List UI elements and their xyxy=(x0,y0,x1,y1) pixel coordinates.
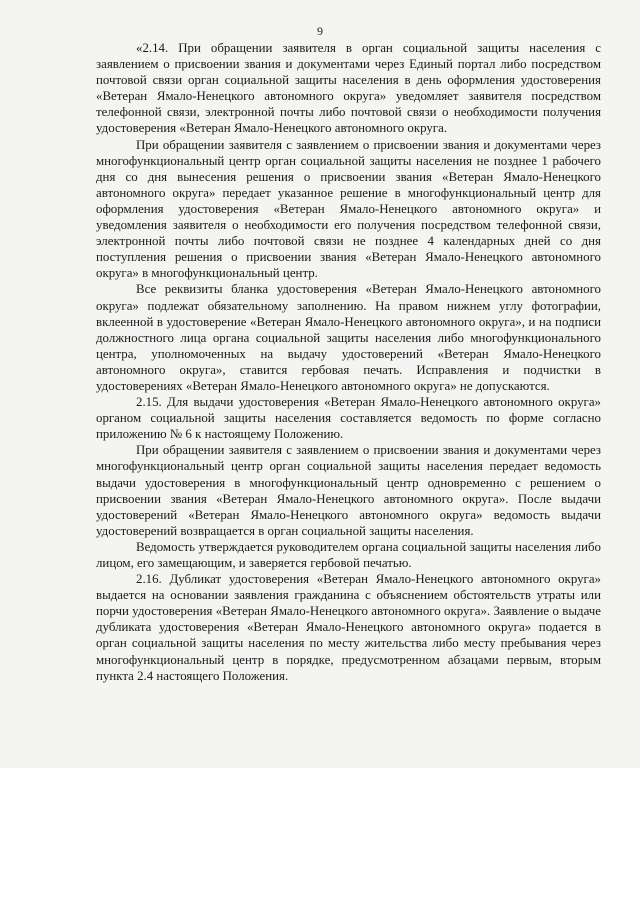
paragraph-statement-approval: Ведомость утверждается руководителем органа социальной защиты населения либо лицом, его замещающим, и заверяется гербовой печатью. xyxy=(96,539,601,570)
document-body xyxy=(96,40,601,684)
paragraph-mfc-statement: При обращении заявителя с заявлением о присвоении звания и документами через многофункциональный центр орган социальной защиты населения передает ведомость выдачи удостоверения в многофункциональный центр одновременно с решением о присвоении звания «Ветеран Ямало-Ненецкого автономного округа». После выдачи удостоверений «Ветеран Ямало-Ненецкого автономного округа» ведомость выдачи удостоверений возвращается в орган социальной защиты населения. xyxy=(96,443,601,538)
paragraph-mfc-submission: При обращении заявителя с заявлением о присвоении звания и документами через многофункциональный центр орган социальной защиты населения не позднее 1 рабочего дня со дня вынесения решения о присвоении звания «Ветеран Ямало-Ненецкого автономного округа» передает указанное решение в многофункциональный центр для оформления удостоверения «Ветеран Ямало-Ненецкого автономного округа» и уведомления заявителя о необходимости его получения посредством телефонной связи, электронной почты либо почтовой связи не позднее 4 календарных дней со дня поступления решения о присвоении звания «Ветеран Ямало-Ненецкого автономного округа» в многофункциональный центр. xyxy=(96,137,601,281)
paragraph-2-15: 2.15. Для выдачи удостоверения «Ветеран Ямало-Ненецкого автономного округа» органом социальной защиты населения составляется ведомость по форме согласно приложению № 6 к настоящему Положению. xyxy=(96,395,601,442)
blank-margin xyxy=(0,768,640,905)
paragraph-2-14: «2.14. При обращении заявителя в орган социальной защиты населения с заявлением о присвоении звания и документами через Единый портал либо посредством почтовой связи орган социальной защиты населения в день оформления удостоверения «Ветеран Ямало-Ненецкого автономного округа» уведомляет заявителя посредством телефонной связи, электронной почты либо почтовой связи о необходимости получения удостоверения «Ветеран Ямало-Ненецкого автономного округа. xyxy=(96,41,601,136)
page-number: 9 xyxy=(317,24,323,38)
paragraph-form-details: Все реквизиты бланка удостоверения «Ветеран Ямало-Ненецкого автономного округа» подлежат обязательному заполнению. На правом нижнем углу фотографии, вклеенной в удостоверение «Ветеран Ямало-Ненецкого автономного округа», и на подписи должностного лица органа социальной защиты населения либо многофункционального центра, уполномоченных на выдачу удостоверений «Ветеран Ямало-Ненецкого автономного округа», ставится гербовая печать. Исправления и подчистки в удостоверениях «Ветеран Ямало-Ненецкого автономного округа» не допускаются. xyxy=(96,282,601,393)
paragraph-2-16: 2.16. Дубликат удостоверения «Ветеран Ямало-Ненецкого автономного округа» выдается на основании заявления гражданина с объяснением обстоятельств утраты или порчи удостоверения «Ветеран Ямало-Ненецкого автономного округа». Заявление о выдаче дубликата удостоверения «Ветеран Ямало-Ненецкого автономного округа» подается в орган социальной защиты населения по месту жительства либо месту пребывания через многофункциональный центр в порядке, предусмотренном абзацами первым, вторым пункта 2.4 настоящего Положения. xyxy=(96,572,601,683)
